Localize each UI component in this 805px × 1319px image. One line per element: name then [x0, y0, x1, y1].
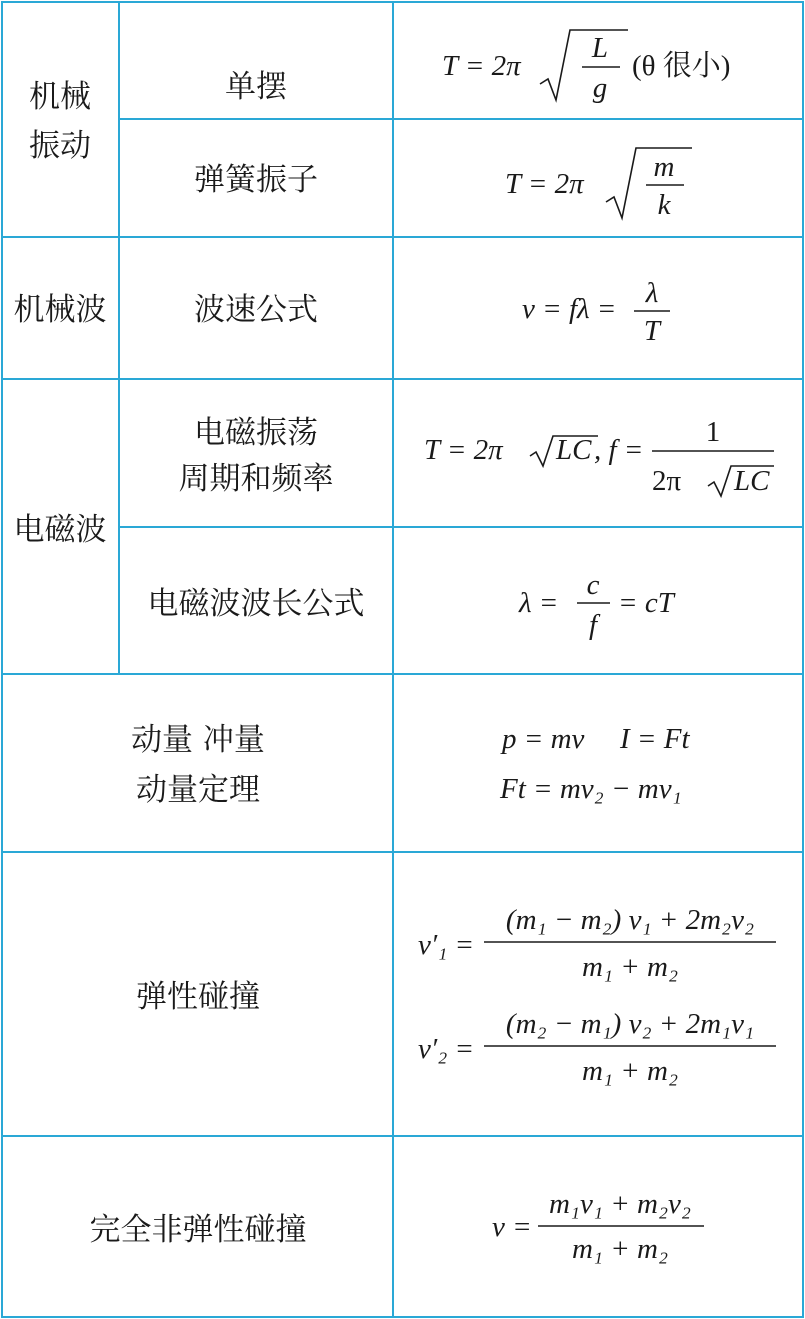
- formula-pendulum-den: g: [592, 72, 608, 104]
- formula-inelastic-num: m₁v₁ + m₂v₂: [548, 1188, 692, 1220]
- formula-wave-speed-den: T: [643, 315, 661, 347]
- formula-elastic-num2: (m₂ − m₁) v₂ + 2m₁v₁: [505, 1008, 755, 1040]
- row-label-em-oscillation-line1: 电磁振荡: [194, 415, 318, 451]
- row-label-wave-speed: 波速公式: [194, 292, 318, 328]
- sqrt-symbol: [606, 148, 692, 218]
- formula-em-mid: , f =: [594, 434, 644, 466]
- formula-wavelength-den: f: [588, 609, 598, 641]
- formula-elastic: [418, 904, 776, 1087]
- row-label-elastic: 弹性碰撞: [136, 979, 260, 1015]
- formula-elastic-num1: (m₁ − m₂) v₁ + 2m₂v₂: [505, 904, 755, 936]
- sqrt-symbol: [540, 30, 628, 100]
- formula-elastic-v2p: v′₂ =: [418, 1033, 475, 1065]
- formula-spring-num: m: [653, 151, 675, 183]
- formula-em-rad1: LC: [556, 434, 592, 466]
- group-mech-vibration-line2: 振动: [29, 128, 91, 164]
- table-grid: [2, 2, 803, 1317]
- row-label-momentum-line2: 动量定理: [136, 772, 260, 808]
- formula-pendulum-lhs: T = 2π: [442, 50, 521, 82]
- row-label-em-oscillation-line2: 周期和频率: [178, 461, 334, 497]
- formula-wave-speed-lhs: v = fλ =: [522, 293, 617, 325]
- formula-em-wavelength: [518, 569, 676, 641]
- formula-spring-den: k: [657, 189, 671, 221]
- formula-wavelength-rhs: = cT: [618, 587, 674, 619]
- row-label-em-wavelength: 电磁波波长公式: [147, 586, 365, 622]
- formula-wave-speed: [522, 277, 670, 347]
- formula-em-oscillation: [424, 416, 774, 497]
- formula-wavelength-num: c: [586, 569, 600, 601]
- formula-elastic-den2: m₁ + m₂: [581, 1055, 679, 1087]
- formula-em-den-rad: LC: [734, 465, 770, 497]
- formula-pendulum-note: (θ 很小): [632, 50, 731, 82]
- row-label-inelastic: 完全非弹性碰撞: [89, 1212, 307, 1248]
- formula-momentum-c: Ft = mv₂ − mv₁: [500, 773, 682, 805]
- formula-inelastic-lhs: v =: [492, 1211, 532, 1243]
- formula-inelastic-den: m₁ + m₂: [571, 1233, 669, 1265]
- formula-em-den-pre: 2π: [652, 465, 682, 497]
- row-label-spring: 弹簧振子: [194, 162, 318, 198]
- formula-momentum: [499, 723, 690, 805]
- formula-inelastic: [492, 1188, 704, 1265]
- formula-momentum-a: p = mv: [502, 723, 585, 755]
- formula-pendulum: [442, 30, 730, 104]
- group-mech-wave: 机械波: [13, 292, 107, 328]
- formula-spring-lhs: T = 2π: [505, 168, 584, 200]
- formula-wavelength-lhs: λ =: [519, 587, 559, 619]
- formula-em-num: 1: [705, 416, 721, 448]
- formula-momentum-b: I = Ft: [620, 723, 690, 755]
- group-em-wave: 电磁波: [13, 512, 107, 548]
- formula-spring: [505, 148, 692, 221]
- formula-elastic-den1: m₁ + m₂: [581, 951, 679, 983]
- group-mech-vibration-line1: 机械: [29, 79, 91, 115]
- row-label-pendulum: 单摆: [225, 69, 287, 105]
- row-label-momentum-line1: 动量 冲量: [131, 722, 265, 758]
- formula-pendulum-num: L: [591, 32, 609, 64]
- group-mech-vibration: [29, 79, 91, 164]
- formula-wave-speed-num: λ: [645, 277, 659, 309]
- formula-elastic-v1p: v′₁ =: [418, 929, 475, 961]
- formula-em-lhs: T = 2π: [424, 434, 503, 466]
